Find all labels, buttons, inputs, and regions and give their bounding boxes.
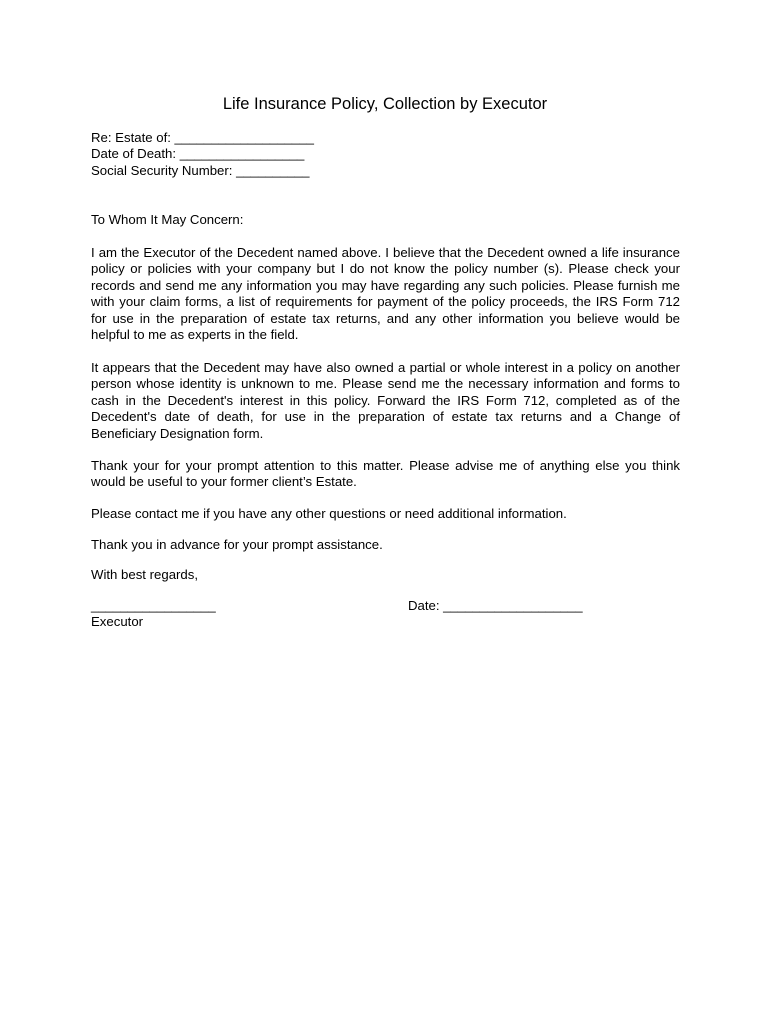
signature-line: _________________ bbox=[91, 598, 216, 613]
paragraph-executor-request: I am the Executor of the Decedent named above. I believe that the Decedent owned a life insurance policy or policies with your company but I do not know the policy number (s). Please check your records and send me any information you may have regarding any such policies. Please furnish me with your claim forms, a list of requirements for payment of the policy proceeds, the IRS Form 712 for use in the preparation of estate tax returns, and any other information you believe would be helpful to me as experts in the field. bbox=[91, 245, 680, 343]
date-line: Date: ___________________ bbox=[408, 598, 583, 613]
salutation: To Whom It May Concern: bbox=[91, 212, 244, 227]
document-title: Life Insurance Policy, Collection by Executor bbox=[222, 95, 548, 113]
estate-of-line: Re: Estate of: ___________________ bbox=[91, 130, 314, 145]
paragraph-thank-in-advance: Thank you in advance for your prompt assistance. bbox=[91, 537, 383, 552]
paragraph-contact-me: Please contact me if you have any other questions or need additional information. bbox=[91, 506, 567, 521]
date-of-death-line: Date of Death: _________________ bbox=[91, 146, 305, 162]
reference-block bbox=[91, 130, 680, 179]
paragraph-thank-prompt-attention: Thank your for your prompt attention to this matter. Please advise me of anything else you think would be useful to your former client’s Estate. bbox=[91, 458, 680, 490]
social-security-number-line: Social Security Number: __________ bbox=[91, 162, 310, 178]
signature-label: Executor bbox=[91, 614, 144, 629]
paragraph-partial-interest: It appears that the Decedent may have also owned a partial or whole interest in a policy on another person whose identity is unknown to me. Please send me the necessary information and forms to cash in the Decedent's interest in this policy. Forward the IRS Form 712, completed as of the Decedent's date of death, for use in the preparation of estate tax returns and a Change of Beneficiary Designation form. bbox=[91, 360, 680, 441]
closing: With best regards, bbox=[91, 567, 199, 582]
